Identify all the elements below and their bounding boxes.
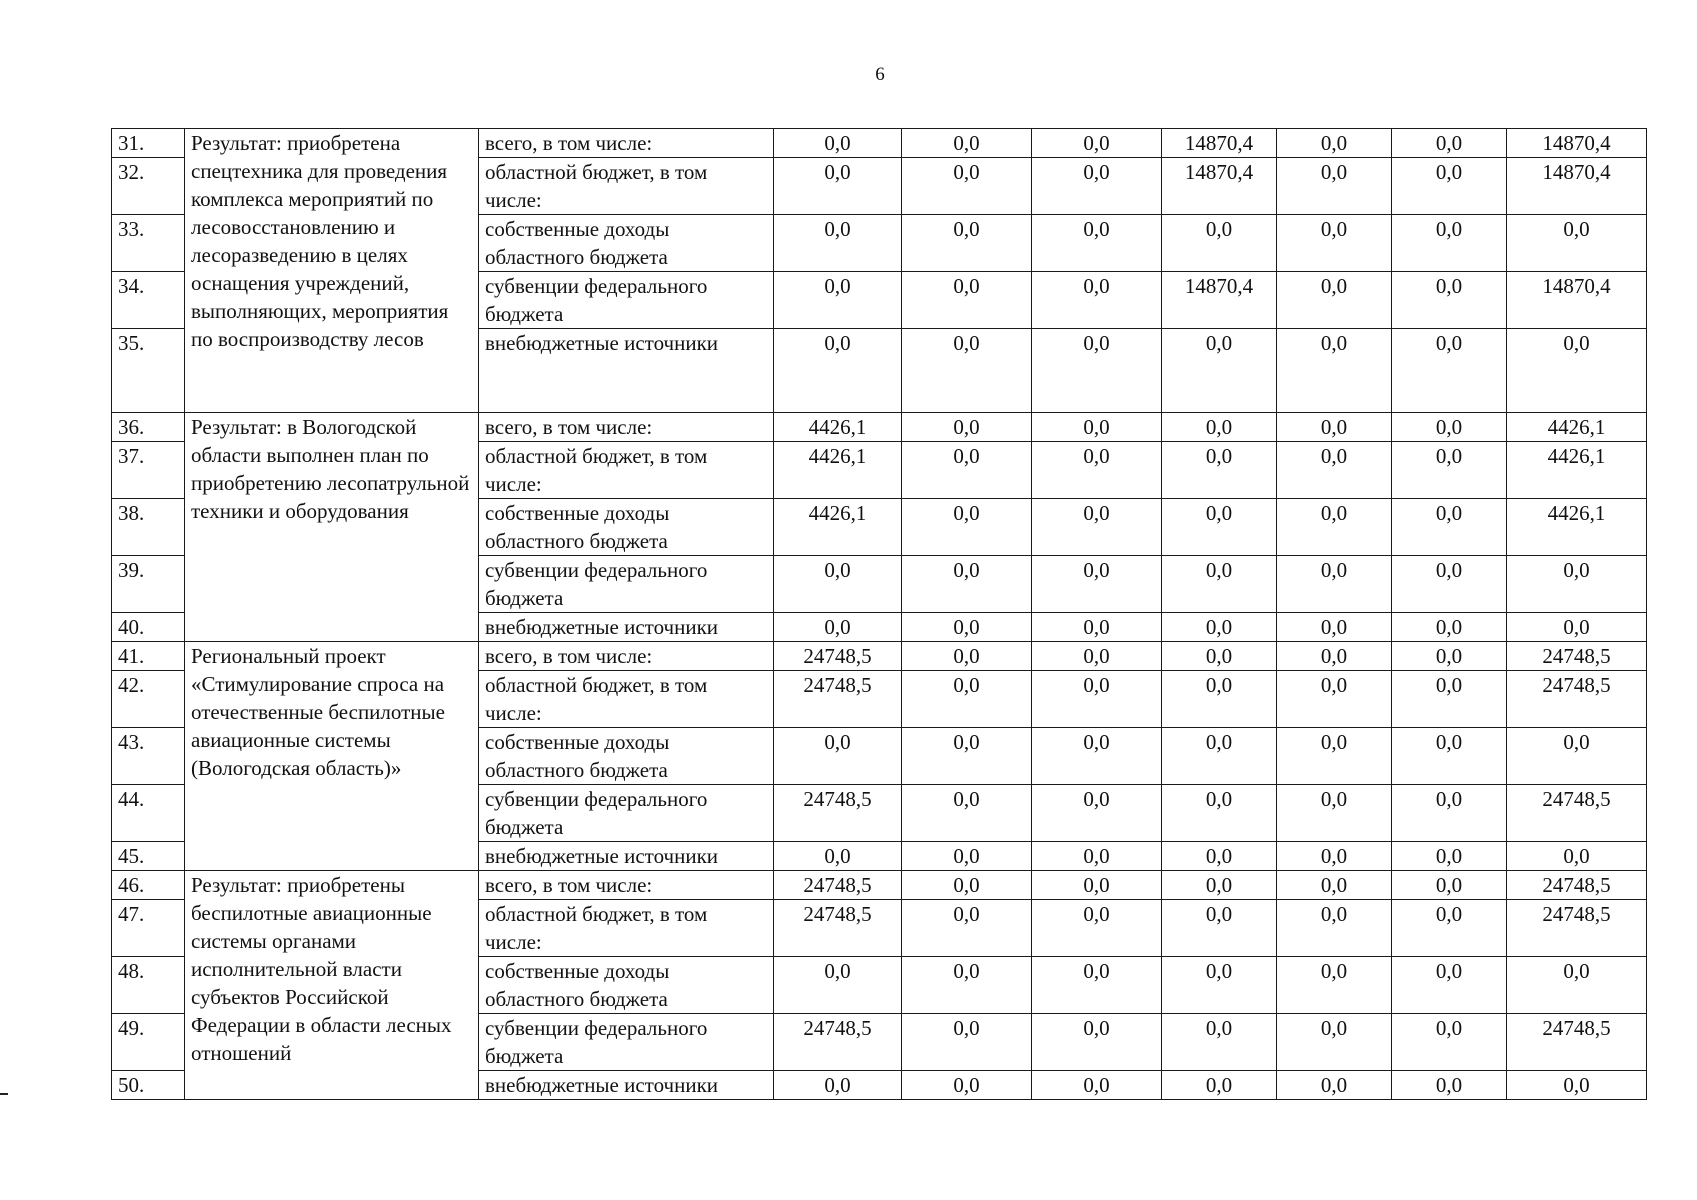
year-value: 4426,1 [774,442,902,499]
year-value: 0,0 [774,842,902,871]
budget-table [111,128,1647,1100]
funding-source: областной бюджет, в том числе: [479,671,774,728]
row-number: 40. [112,613,185,642]
total-value: 0,0 [1507,957,1647,1014]
year-value: 0,0 [1277,642,1392,671]
year-value: 0,0 [1032,642,1162,671]
total-value: 0,0 [1507,613,1647,642]
year-value: 0,0 [1162,329,1277,413]
year-value: 0,0 [1032,1071,1162,1100]
year-value: 0,0 [1162,728,1277,785]
year-value: 0,0 [1277,1014,1392,1071]
row-number: 37. [112,442,185,499]
year-value: 0,0 [1162,413,1277,442]
year-value: 0,0 [1162,1071,1277,1100]
year-value: 0,0 [902,1014,1032,1071]
item-description: Результат: приобретена спецтехника для проведения комплекса мероприятий по лесовосстановлению и лесоразведению в целях оснащения учреждений, выполняющих, мероприятия по воспроизводству лесов [185,129,479,413]
year-value: 14870,4 [1162,272,1277,329]
year-value: 0,0 [902,329,1032,413]
year-value: 0,0 [1277,129,1392,158]
year-value: 0,0 [1277,215,1392,272]
total-value: 24748,5 [1507,871,1647,900]
year-value: 0,0 [902,556,1032,613]
year-value: 0,0 [1392,499,1507,556]
year-value: 4426,1 [774,413,902,442]
year-value: 0,0 [902,215,1032,272]
year-value: 0,0 [1392,957,1507,1014]
year-value: 0,0 [774,272,902,329]
year-value: 0,0 [1392,1071,1507,1100]
funding-source: областной бюджет, в том числе: [479,900,774,957]
total-value: 24748,5 [1507,900,1647,957]
row-number: 31. [112,129,185,158]
year-value: 0,0 [1162,556,1277,613]
year-value: 0,0 [1162,871,1277,900]
year-value: 24748,5 [774,871,902,900]
total-value: 0,0 [1507,728,1647,785]
year-value: 0,0 [1277,499,1392,556]
year-value: 0,0 [1277,671,1392,728]
funding-source: субвенции федерального бюджета [479,785,774,842]
year-value: 0,0 [1392,413,1507,442]
year-value: 0,0 [902,158,1032,215]
year-value: 0,0 [1277,329,1392,413]
year-value: 0,0 [1277,613,1392,642]
funding-source: собственные доходы областного бюджета [479,728,774,785]
funding-source: областной бюджет, в том числе: [479,158,774,215]
total-value: 14870,4 [1507,272,1647,329]
funding-source: всего, в том числе: [479,413,774,442]
row-number: 41. [112,642,185,671]
year-value: 24748,5 [774,900,902,957]
item-description: Региональный проект «Стимулирование спроса на отечественные беспилотные авиационные системы (Вологодская область)» [185,642,479,871]
funding-source: всего, в том числе: [479,642,774,671]
total-value: 24748,5 [1507,1014,1647,1071]
year-value: 0,0 [1392,556,1507,613]
year-value: 0,0 [774,728,902,785]
total-value: 0,0 [1507,1071,1647,1100]
year-value: 0,0 [1392,785,1507,842]
row-number: 34. [112,272,185,329]
year-value: 0,0 [1392,215,1507,272]
row-number: 38. [112,499,185,556]
row-number: 42. [112,671,185,728]
row-number: 36. [112,413,185,442]
year-value: 0,0 [1392,842,1507,871]
year-value: 0,0 [1277,900,1392,957]
year-value: 0,0 [1392,442,1507,499]
row-number: 43. [112,728,185,785]
funding-source: собственные доходы областного бюджета [479,215,774,272]
row-number: 33. [112,215,185,272]
year-value: 0,0 [902,728,1032,785]
budget-table-body [112,129,1647,1100]
funding-source: внебюджетные источники [479,842,774,871]
year-value: 0,0 [1032,728,1162,785]
year-value: 0,0 [1032,158,1162,215]
year-value: 0,0 [1392,642,1507,671]
year-value: 0,0 [902,671,1032,728]
year-value: 0,0 [902,642,1032,671]
table-row [112,413,1647,442]
year-value: 0,0 [774,129,902,158]
funding-source: собственные доходы областного бюджета [479,957,774,1014]
year-value: 0,0 [1392,1014,1507,1071]
year-value: 0,0 [1392,272,1507,329]
total-value: 14870,4 [1507,158,1647,215]
item-description: Результат: приобретены беспилотные авиационные системы органами исполнительной власти субъектов Российской Федерации в области лесных отношений [185,871,479,1100]
year-value: 0,0 [902,613,1032,642]
year-value: 0,0 [902,272,1032,329]
year-value: 0,0 [774,1071,902,1100]
funding-source: внебюджетные источники [479,329,774,413]
year-value: 0,0 [1032,871,1162,900]
total-value: 0,0 [1507,842,1647,871]
year-value: 0,0 [1032,215,1162,272]
year-value: 0,0 [1277,272,1392,329]
year-value: 0,0 [774,957,902,1014]
total-value: 24748,5 [1507,642,1647,671]
year-value: 0,0 [902,129,1032,158]
year-value: 0,0 [1032,556,1162,613]
year-value: 0,0 [774,158,902,215]
year-value: 0,0 [774,613,902,642]
year-value: 0,0 [1392,129,1507,158]
year-value: 0,0 [902,499,1032,556]
year-value: 0,0 [1032,413,1162,442]
funding-source: внебюджетные источники [479,613,774,642]
funding-source: всего, в том числе: [479,129,774,158]
year-value: 0,0 [1032,957,1162,1014]
year-value: 0,0 [902,1071,1032,1100]
row-number: 48. [112,957,185,1014]
year-value: 0,0 [1277,957,1392,1014]
year-value: 0,0 [1277,442,1392,499]
total-value: 4426,1 [1507,499,1647,556]
funding-source: собственные доходы областного бюджета [479,499,774,556]
year-value: 0,0 [902,842,1032,871]
year-value: 14870,4 [1162,129,1277,158]
year-value: 0,0 [1392,671,1507,728]
year-value: 24748,5 [774,1014,902,1071]
year-value: 0,0 [1032,129,1162,158]
total-value: 0,0 [1507,556,1647,613]
year-value: 0,0 [1392,329,1507,413]
page-number: 6 [875,64,885,85]
year-value: 0,0 [902,871,1032,900]
row-number: 44. [112,785,185,842]
year-value: 0,0 [774,329,902,413]
total-value: 24748,5 [1507,785,1647,842]
year-value: 0,0 [1162,499,1277,556]
total-value: 0,0 [1507,329,1647,413]
table-row [112,871,1647,900]
row-number: 50. [112,1071,185,1100]
year-value: 0,0 [902,900,1032,957]
year-value: 0,0 [1162,442,1277,499]
year-value: 14870,4 [1162,158,1277,215]
year-value: 0,0 [1032,499,1162,556]
row-number: 35. [112,329,185,413]
year-value: 0,0 [1162,842,1277,871]
funding-source: субвенции федерального бюджета [479,556,774,613]
year-value: 0,0 [1392,728,1507,785]
year-value: 0,0 [1277,556,1392,613]
year-value: 0,0 [902,413,1032,442]
total-value: 14870,4 [1507,129,1647,158]
year-value: 0,0 [1032,1014,1162,1071]
year-value: 0,0 [1392,158,1507,215]
row-number: 45. [112,842,185,871]
total-value: 4426,1 [1507,413,1647,442]
funding-source: внебюджетные источники [479,1071,774,1100]
year-value: 0,0 [1277,728,1392,785]
year-value: 0,0 [1162,900,1277,957]
funding-source: субвенции федерального бюджета [479,1014,774,1071]
year-value: 0,0 [1162,613,1277,642]
year-value: 0,0 [902,785,1032,842]
row-number: 46. [112,871,185,900]
year-value: 4426,1 [774,499,902,556]
year-value: 0,0 [1392,613,1507,642]
year-value: 0,0 [1277,871,1392,900]
year-value: 0,0 [1277,158,1392,215]
year-value: 0,0 [774,556,902,613]
year-value: 0,0 [902,442,1032,499]
year-value: 0,0 [1032,329,1162,413]
year-value: 0,0 [1162,215,1277,272]
year-value: 0,0 [1277,1071,1392,1100]
funding-source: всего, в том числе: [479,871,774,900]
table-row [112,642,1647,671]
year-value: 0,0 [1392,871,1507,900]
item-description: Результат: в Вологодской области выполнен план по приобретению лесопатрульной техники и оборудования [185,413,479,642]
funding-source: областной бюджет, в том числе: [479,442,774,499]
year-value: 0,0 [1032,613,1162,642]
year-value: 0,0 [1277,842,1392,871]
year-value: 0,0 [1032,785,1162,842]
total-value: 4426,1 [1507,442,1647,499]
row-number: 32. [112,158,185,215]
year-value: 0,0 [1032,442,1162,499]
year-value: 0,0 [1162,785,1277,842]
year-value: 0,0 [1162,671,1277,728]
year-value: 24748,5 [774,671,902,728]
row-number: 39. [112,556,185,613]
year-value: 0,0 [1162,642,1277,671]
year-value: 24748,5 [774,642,902,671]
year-value: 0,0 [902,957,1032,1014]
year-value: 0,0 [1032,842,1162,871]
row-number: 49. [112,1014,185,1071]
total-value: 0,0 [1507,215,1647,272]
year-value: 0,0 [774,215,902,272]
year-value: 0,0 [1162,957,1277,1014]
total-value: 24748,5 [1507,671,1647,728]
year-value: 0,0 [1162,1014,1277,1071]
year-value: 0,0 [1032,272,1162,329]
margin-mark [0,1093,8,1095]
year-value: 0,0 [1277,785,1392,842]
year-value: 0,0 [1392,900,1507,957]
row-number: 47. [112,900,185,957]
table-row [112,129,1647,158]
year-value: 0,0 [1032,671,1162,728]
year-value: 0,0 [1277,413,1392,442]
year-value: 24748,5 [774,785,902,842]
funding-source: субвенции федерального бюджета [479,272,774,329]
year-value: 0,0 [1032,900,1162,957]
